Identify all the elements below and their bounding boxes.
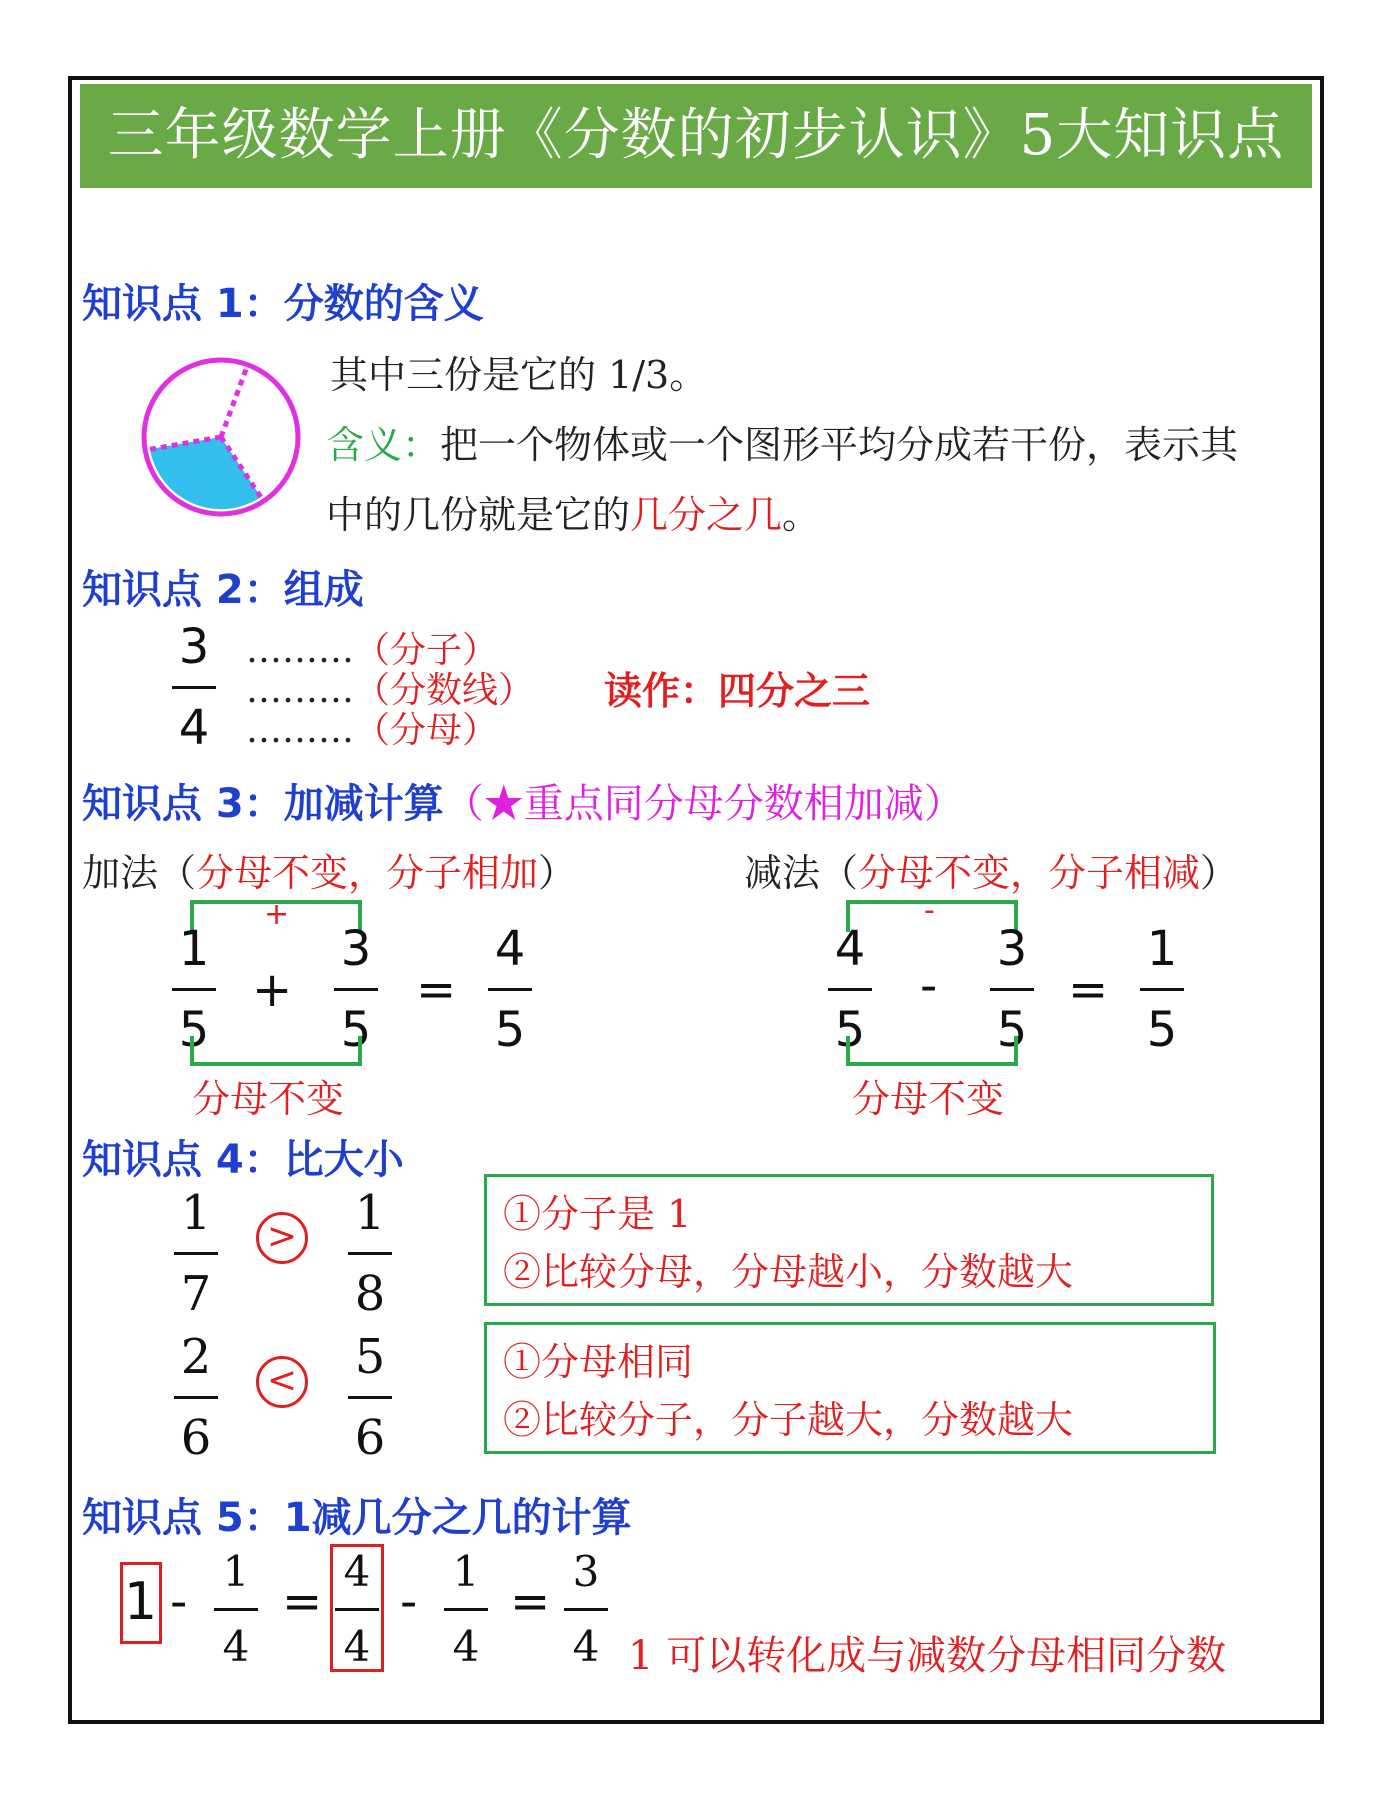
add-note: 分母不变 [192,1077,345,1121]
sub-r-den: 5 [1146,1002,1178,1058]
sub-operator: - [920,958,938,1014]
kp2-label-num: （分子） [354,630,499,671]
cmp1-rule1: ①分子是 1 [503,1192,692,1236]
sub-equals: = [1068,962,1109,1018]
add-a-den: 5 [178,1002,210,1058]
kp5-heading: 知识点 5：1减几分之几的计算 [82,1495,632,1541]
kp5-fraction-2 [327,1544,387,1675]
greater-than-sign: > [256,1212,308,1264]
cmp2-rule2: ②比较分子，分子越大，分数越大 [503,1398,1074,1442]
kp2-fraction-line [172,686,216,689]
kp1-line3-red: 几分之几 [630,493,783,537]
kp3-add-close: ） [538,851,577,895]
add-operator: + [252,962,293,1018]
kp5-fraction-1 [206,1544,266,1675]
kp5-f4-bar [564,1608,608,1611]
cmp2-b-den: 6 [354,1410,386,1466]
add-equals: = [416,962,457,1018]
cmp1-a-den: 7 [180,1266,212,1322]
kp3-sub-close: ） [1200,851,1239,895]
kp5-f1-bar [214,1608,258,1611]
cmp2-b-num: 5 [354,1329,386,1385]
kp3-add-label [82,842,576,897]
kp3-sub-label [744,842,1238,897]
kp2-heading: 知识点 2：组成 [82,567,364,613]
kp2-dots-1: ……… [246,630,354,671]
kp1-line1: 其中三份是它的 1/3。 [330,353,708,397]
kp2-label-line: （分数线） [354,670,535,711]
sub-mark: - [924,893,935,928]
kp5-f3-den: 4 [452,1622,480,1671]
sub-a-num: 4 [834,921,866,977]
sub-a-den: 5 [834,1002,866,1058]
kp5-fraction-4 [556,1544,616,1675]
sub-b-den: 5 [996,1002,1028,1058]
kp5-minus-1: - [170,1574,188,1630]
cmp2-a-bar [174,1396,218,1399]
cmp1-b-bar [348,1252,392,1255]
kp1-line3-a: 中的几份就是它的 [326,493,631,537]
kp3-sub-rule: 分母不变，分子相减 [858,851,1201,895]
pie-third-icon [136,352,306,522]
kp5-fraction-3 [436,1544,496,1675]
sub-note: 分母不变 [852,1077,1005,1121]
sub-bottom-bracket [846,1036,1018,1066]
cmp1-rule-box [484,1174,1214,1306]
kp5-f3-num: 1 [452,1547,480,1596]
kp3-add-rule: 分母不变，分子相加 [196,851,539,895]
page-title: 三年级数学上册《分数的初步认识》5大知识点 [80,84,1312,188]
kp5-equals-1: = [282,1574,323,1630]
kp5-one: 1 [124,1572,158,1632]
cmp1-fraction-b [340,1182,400,1325]
kp5-equals-2: = [510,1574,551,1630]
kp5-f2-num: 4 [343,1547,371,1596]
cmp2-fraction-a [166,1326,226,1469]
add-a-num: 1 [178,921,210,977]
cmp2-rule-box [484,1322,1216,1454]
kp2-row-den [246,702,498,753]
cmp2-b-bar [348,1396,392,1399]
add-b-num: 3 [340,921,372,977]
kp5-note: 1 可以转化成与减数分母相同分数 [628,1633,1227,1679]
add-b-bar [334,988,378,991]
kp1-line3 [326,484,820,539]
kp5-f2-bar [335,1608,379,1611]
kp3-heading-main: 知识点 3：加减计算 [82,781,444,827]
add-bottom-bracket [190,1036,362,1066]
cmp1-b-den: 8 [354,1266,386,1322]
kp2-read-as: 读作：四分之三 [604,669,871,713]
kp1-heading: 知识点 1：分数的含义 [82,281,484,327]
add-b-den: 5 [340,1002,372,1058]
sub-b-num: 3 [996,921,1028,977]
add-mark: + [264,897,290,932]
add-a-bar [172,988,216,991]
kp5-f4-den: 4 [572,1622,600,1671]
kp2-dots-2: ……… [246,670,354,711]
cmp2-a-num: 2 [180,1329,212,1385]
sub-a-bar [828,988,872,991]
add-r-den: 5 [494,1002,526,1058]
sub-r-bar [1140,988,1184,991]
add-fraction-result [480,918,540,1061]
kp3-add-open: 加法（ [82,851,197,895]
kp1-meaning [326,414,1238,469]
kp5-f4-num: 3 [572,1547,600,1596]
sub-fraction-result [1132,918,1192,1061]
kp1-meaning-label: 含义： [326,423,441,467]
kp5-f3-bar [444,1608,488,1611]
kp3-sub-open: 减法（ [744,851,859,895]
kp1-line3-end: 。 [782,493,821,537]
kp2-dots-3: ……… [246,710,354,751]
cmp1-a-num: 1 [180,1185,212,1241]
less-than-sign: < [256,1356,308,1408]
cmp1-a-bar [174,1252,218,1255]
kp2-label-den: （分母） [354,710,499,751]
kp2-denominator: 4 [178,700,210,756]
kp5-minus-2: - [400,1574,418,1630]
add-r-num: 4 [494,921,526,977]
sub-b-bar [990,988,1034,991]
kp3-heading [82,772,964,829]
add-r-bar [488,988,532,991]
sub-r-num: 1 [1146,921,1178,977]
kp4-heading: 知识点 4：比大小 [82,1137,404,1183]
cmp1-rule2: ②比较分母，分母越小，分数越大 [503,1250,1074,1294]
cmp2-rule1: ①分母相同 [503,1340,694,1384]
cmp1-fraction-a [166,1182,226,1325]
kp5-f1-num: 1 [222,1547,250,1596]
kp2-fraction [164,616,224,759]
kp5-f1-den: 4 [222,1622,250,1671]
cmp2-fraction-b [340,1326,400,1469]
kp5-f2-den: 4 [343,1622,371,1671]
kp3-heading-note: （★重点同分母分数相加减） [443,781,964,827]
kp2-numerator: 3 [178,619,210,675]
cmp1-b-num: 1 [354,1185,386,1241]
kp1-meaning-text: 把一个物体或一个图形平均分成若干份，表示其 [440,423,1239,467]
cmp2-a-den: 6 [180,1410,212,1466]
